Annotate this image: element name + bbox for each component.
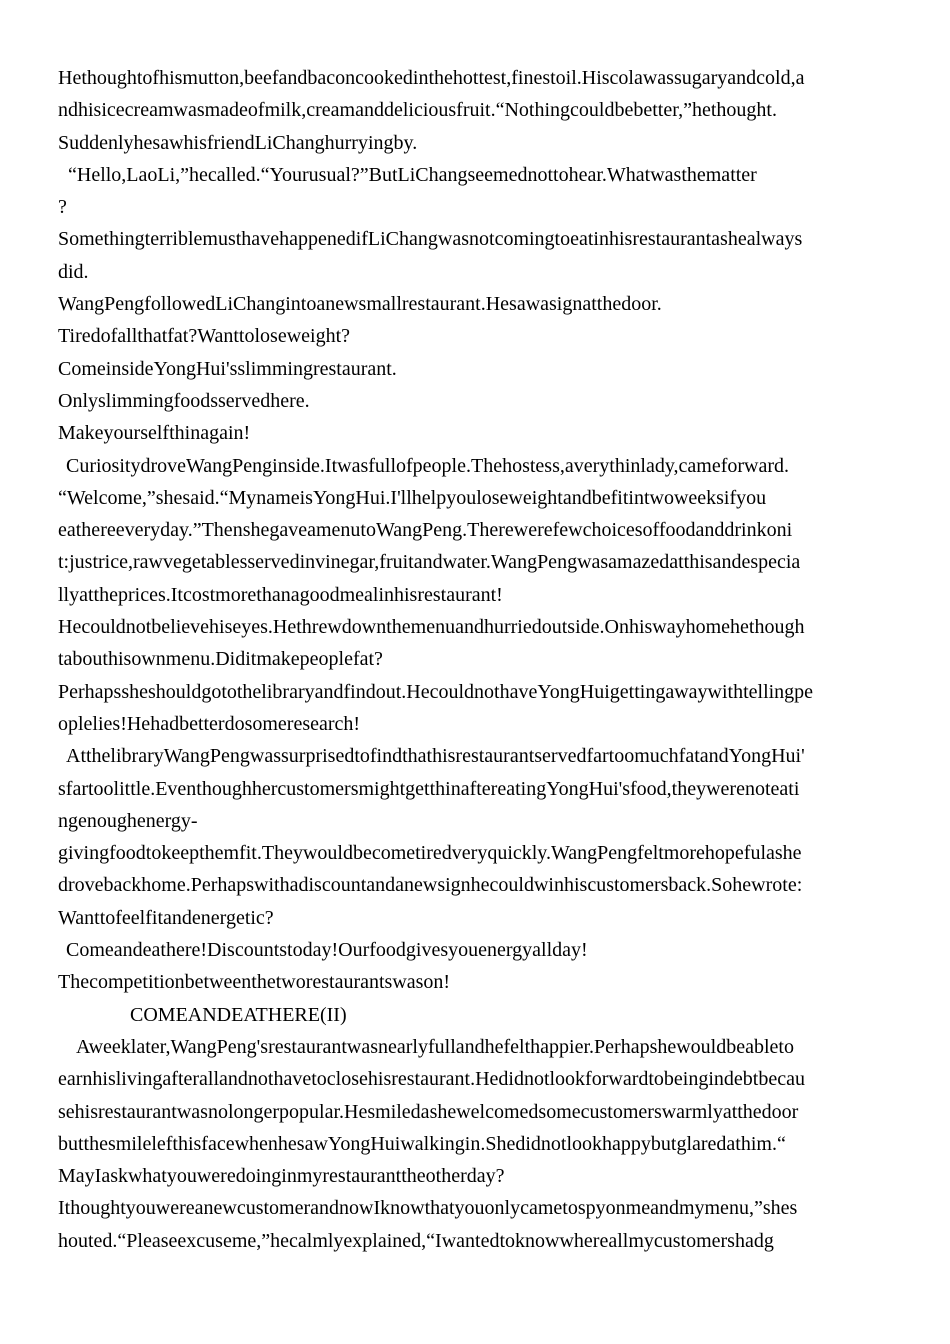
text-line: llyattheprices.Itcostmorethanagoodmealinhisrestaurant! <box>58 583 503 606</box>
text-line: oplelies!Hehadbetterdosomeresearch! <box>58 712 361 735</box>
text-line: WangPengfollowedLiChangintoanewsmallrestaurant.Hesawasignatthedoor. <box>58 293 662 316</box>
text-line: “Hello,LaoLi,”hecalled.“Yourusual?”ButLiChangseemednottohear.Whatwasthematter <box>68 163 757 186</box>
text-line: SuddenlyhesawhisfriendLiChanghurryingby. <box>58 131 418 154</box>
text-line: houted.“Pleaseexcuseme,”hecalmlyexplained,“Iwantedtoknowwhereallmycustomershadg <box>58 1229 774 1252</box>
document-body <box>58 62 900 1257</box>
text-line: Comeandeathere!Discountstoday!Ourfoodgivesyouenergyallday! <box>66 939 588 962</box>
text-line: sehisrestaurantwasnolongerpopular.Hesmiledashewelcomedsomecustomerswarmlyatthedoor <box>58 1100 799 1123</box>
text-line: drovebackhome.Perhapswithadiscountandanewsignhecouldwinhiscustomersback.Sohewrote: <box>58 874 803 897</box>
text-line: Perhapssheshouldgotothelibraryandfindout.HecouldnothaveYongHuigettingawaywithtellingpe <box>58 680 814 703</box>
text-line: Wanttofeelfitandenergetic? <box>58 906 274 929</box>
text-line: IthoughtyouwereanewcustomerandnowIknowthatyouonlycametospyonmeandmymenu,”shes <box>58 1197 798 1220</box>
text-line: CuriositydroveWangPenginside.Itwasfullofpeople.Thehostess,averythinlady,cameforward. <box>66 454 790 477</box>
text-line: Tiredofallthatfat?Wanttoloseweight? <box>58 325 351 348</box>
text-line: Hethoughtofhismutton,beefandbaconcookedinthehottest,finestoil.Hiscolawassugaryandcold,a <box>58 67 805 89</box>
text-line: butthesmilelefthisfacewhenhesawYongHuiwalkingin.Shedidnotlookhappybutglaredathim.“ <box>58 1132 786 1155</box>
text-line: t:justrice,rawvegetablesservedinvinegar,fruitandwater.WangPengwasamazedatthisandespecia <box>58 551 801 574</box>
text-line: ComeinsideYongHui'sslimmingrestaurant. <box>58 357 397 380</box>
text-line: Aweeklater,WangPeng'srestaurantwasnearlyfullandhefelthappier.Perhapshewouldbeableto <box>76 1035 794 1058</box>
text-line: earnhislivingafterallandnothavetoclosehisrestaurant.Hedidnotlookforwardtobeingindebtbecau <box>58 1068 805 1091</box>
text-line: ngenoughenergy- <box>58 809 198 832</box>
text-line: sfartoolittle.EventhoughhercustomersmightgetthinaftereatingYongHui'sfood,theywerenoteati <box>58 777 800 800</box>
text-line: Hecouldnotbelievehiseyes.Hethrewdownthemenuandhurriedoutside.Onhiswayhomehethough <box>58 616 805 639</box>
text-line: SomethingterriblemusthavehappenedifLiChangwasnotcomingtoeatinhisrestaurantashealways <box>58 228 803 251</box>
text-line: Onlyslimmingfoodsservedhere. <box>58 389 310 412</box>
text-line: MayIaskwhatyouweredoinginmyrestauranttheotherday? <box>58 1165 505 1188</box>
text-line: eathereeveryday.”ThenshegaveamenutoWangPeng.Therewerefewchoicesoffoodanddrinkoni <box>58 519 793 542</box>
text-line: Makeyourselfthinagain! <box>58 422 251 445</box>
text-line: Thecompetitionbetweenthetworestaurantswason! <box>58 971 451 994</box>
text-line: ? <box>58 196 67 219</box>
text-line: ndhisicecreamwasmadeofmilk,creamanddeliciousfruit.“Nothingcouldbebetter,”hethought. <box>58 99 777 122</box>
text-line: “Welcome,”shesaid.“MynameisYongHui.I'llhelpyouloseweightandbefitintwoweeksifyou <box>58 486 767 509</box>
text-line: tabouthisownmenu.Diditmakepeoplefat? <box>58 648 383 671</box>
text-line: did. <box>58 260 89 283</box>
text-line: AtthelibraryWangPengwassurprisedtofindthathisrestaurantservedfartoomuchfatandYongHui' <box>66 745 805 768</box>
text-line: givingfoodtokeepthemfit.Theywouldbecometiredveryquickly.WangPengfeltmorehopefulashe <box>58 842 802 865</box>
section-title: COMEANDEATHERE(II) <box>130 1003 347 1026</box>
